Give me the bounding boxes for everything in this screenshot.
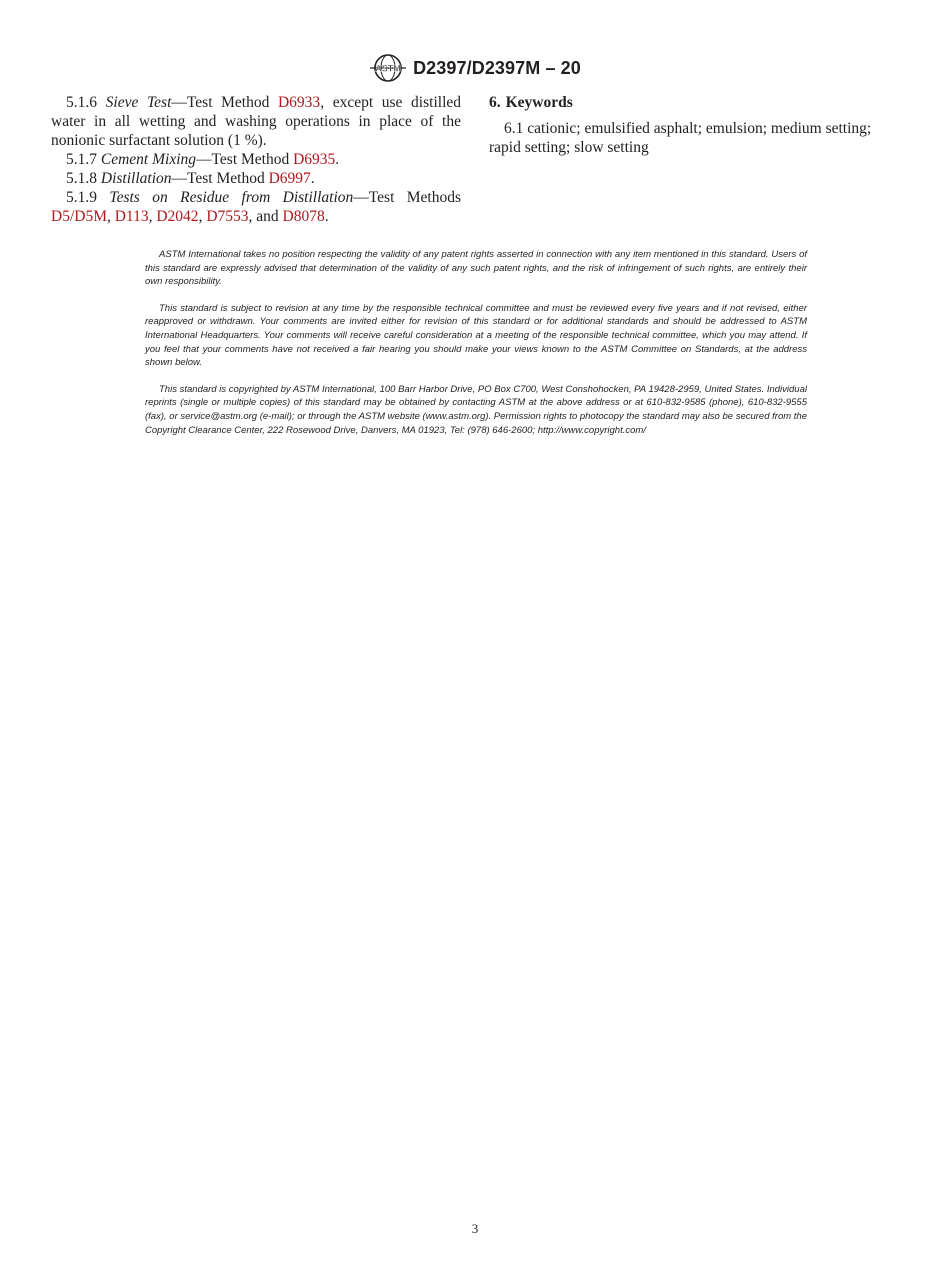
section-number: 5.1.8: [66, 170, 97, 187]
legal-notices: [145, 248, 807, 450]
link-d7553[interactable]: D7553: [206, 208, 249, 225]
body-text: .: [310, 170, 315, 187]
separator: , and: [248, 208, 283, 225]
body-text: —Test Method: [171, 94, 278, 111]
patent-notice: ASTM International takes no position respecting the validity of any patent rights asserted in connection with any item mentioned in this standard. Users of this standard are expressly advised that determination of the validity of any such patent rights, and the risk of infringement of such rights, are entirely their own responsibility.: [145, 249, 807, 288]
link-d113[interactable]: D113: [114, 208, 149, 225]
body-text: .: [324, 208, 329, 225]
separator: ,: [148, 208, 157, 225]
right-column: [489, 93, 899, 157]
section-number: 6.: [489, 94, 501, 111]
body-text: —Test Method: [171, 170, 269, 187]
paragraph-5-1-8: [51, 169, 461, 188]
copyright-notice: This standard is copyrighted by ASTM International, 100 Barr Harbor Drive, PO Box C700, West Conshohocken, PA 19428-2959, United States. Individual reprints (single or multiple copies) of this standard may be obtained by contacting ASTM at the above address or at 610-832-9585 (phone), 610-832-9555 (fax), or service@astm.org (e-mail); or through the ASTM website (www.astm.org). Permission rights to photocopy the standard may also be secured from the Copyright Clearance Center, 222 Rosewood Drive, Danvers, MA 01923, Tel: (978) 646-2600; http://www.copyright.com/: [145, 383, 807, 436]
astm-logo: [369, 52, 407, 84]
body-text: —Test Method: [196, 151, 294, 168]
link-d5-d5m[interactable]: D5/D5M: [51, 208, 107, 225]
link-d6935[interactable]: D6935: [293, 151, 336, 168]
paragraph-6-1: [489, 119, 899, 157]
page-header: [0, 52, 950, 84]
section-title: Tests on Residue from Distillation: [109, 189, 354, 206]
section-number: 5.1.7: [66, 151, 97, 168]
separator: ,: [198, 208, 207, 225]
link-d6997[interactable]: D6997: [268, 170, 311, 187]
section-number: 5.1.9: [66, 189, 97, 206]
paragraph-5-1-9: [51, 188, 461, 226]
section-title: Distillation: [100, 170, 172, 187]
link-d6933[interactable]: D6933: [277, 94, 321, 111]
link-d8078[interactable]: D8078: [282, 208, 325, 225]
page-number: 3: [471, 1221, 479, 1236]
paragraph-5-1-7: [51, 150, 461, 169]
separator: ,: [106, 208, 115, 225]
body-text: .: [335, 151, 340, 168]
body-text: —Test Methods: [353, 189, 462, 206]
paragraph-5-1-6: [51, 93, 461, 150]
keywords-text: cationic; emulsified asphalt; emulsion; medium setting; rapid setting; slow setting: [489, 120, 872, 156]
link-d2042[interactable]: D2042: [156, 208, 199, 225]
keywords-heading: [489, 93, 899, 112]
revision-notice: This standard is subject to revision at any time by the responsible technical committee and must be reviewed every five years and if not revised, either reapproved or withdrawn. Your comments are invited either for revision of this standard or for additional standards and should be addressed to ASTM International Headquarters. Your comments will receive careful consideration at a meeting of the responsible technical committee, which you may attend. If you feel that your comments have not received a fair hearing you should make your views known to the ASTM Committee on Standards, at the address shown below.: [145, 302, 807, 369]
body-text: , except use distilled water in all wetting and washing operations in place of the nonionic surfactant solution (1 %).: [51, 94, 462, 149]
section-title: Sieve Test: [105, 94, 172, 111]
left-column: [51, 93, 461, 226]
section-title: Cement Mixing: [100, 151, 197, 168]
section-number: 6.1: [504, 120, 524, 137]
section-number: 5.1.6: [66, 94, 97, 111]
section-title: Keywords: [505, 94, 573, 111]
document-designation: D2397/D2397M – 20: [413, 57, 581, 78]
logo-text: ASTM: [375, 63, 401, 74]
